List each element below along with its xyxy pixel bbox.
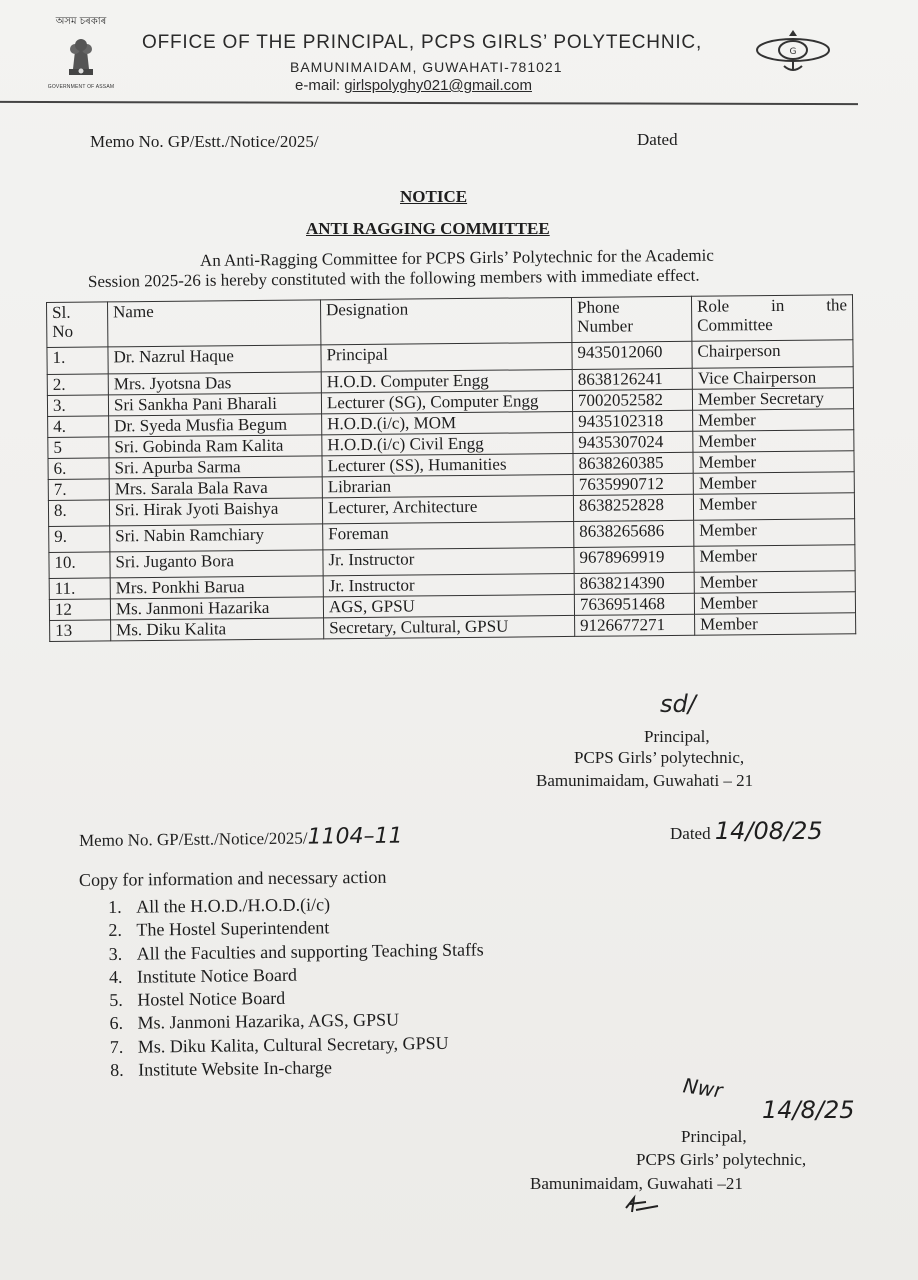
cell-name: Dr. Nazrul Haque (108, 345, 321, 374)
copy-item-text: All the H.O.D./H.O.D.(i/c) (136, 894, 331, 917)
institute-logo-icon (752, 26, 834, 78)
cell-phone: 7635990712 (573, 473, 693, 495)
polytechnic-logo (752, 26, 834, 83)
handwritten-initial-icon: Nwr (681, 1073, 725, 1103)
email-address: girlspolyghy021@gmail.com (344, 77, 532, 94)
header-phone: Phone Number (571, 296, 691, 342)
header-sl-no: Sl. No (47, 302, 108, 348)
signature2-institution: PCPS Girls’ polytechnic, (636, 1150, 807, 1169)
copy-item-number: 1. (108, 896, 122, 917)
memo2-handwritten-number: 1104–11 (307, 823, 403, 850)
cell-name: Ms. Janmoni Hazarika (110, 597, 323, 620)
cell-designation: Jr. Instructor (323, 547, 574, 575)
header-role: Role in the Committee (691, 295, 852, 342)
cell-sl: 12 (49, 599, 110, 621)
cell-name: Mrs. Ponkhi Barua (110, 576, 323, 599)
office-address: BAMUNIMAIDAM, GUWAHATI-781021 (290, 59, 563, 75)
cell-phone: 8638260385 (573, 452, 693, 474)
assam-emblem (40, 14, 122, 94)
lion-capital-icon (61, 33, 101, 79)
signature2-address: Bamunimaidam, Guwahati –21 (530, 1174, 743, 1193)
signature-mark: sd/ (660, 690, 696, 718)
cell-phone: 9678969919 (574, 546, 694, 573)
cell-name: Mrs. Sarala Bala Rava (109, 477, 322, 500)
copy-item-text: Hostel Notice Board (137, 988, 286, 1010)
cell-sl: 1. (47, 347, 108, 375)
table-header-row (47, 295, 853, 348)
cell-role: Chairperson (692, 340, 853, 369)
cell-phone: 7002052582 (572, 389, 692, 411)
email-label: e-mail: (295, 77, 345, 94)
notice-title: NOTICE (400, 187, 468, 206)
cell-sl: 3. (47, 395, 108, 417)
header-designation: Designation (320, 297, 571, 344)
copy-item-text: All the Faculties and supporting Teaching Staffs (136, 939, 484, 964)
cell-sl: 9. (49, 526, 110, 553)
cell-role: Member (694, 545, 855, 573)
cell-name: Ms. Diku Kalita (111, 618, 324, 641)
copy-list-item (110, 1031, 485, 1059)
copy-item-number: 8. (110, 1059, 124, 1081)
initial-date: 14/8/25 (762, 1096, 855, 1124)
memo2-number: Memo No. GP/Estt./Notice/2025/1104–11 (78, 823, 403, 850)
cell-phone: 9435012060 (572, 341, 692, 369)
cell-role: Member Secretary (692, 388, 853, 411)
cell-role: Member (693, 451, 854, 474)
cell-sl: 7. (48, 479, 109, 501)
cell-designation: Lecturer (SG), Computer Engg (321, 390, 572, 413)
cell-sl: 10. (49, 552, 110, 579)
copy-item-text: Institute Website In-charge (138, 1057, 333, 1080)
cell-role: Member (694, 519, 855, 547)
notice-intro-line1: An Anti-Ragging Committee for PCPS Girls’ Polytechnic for the Academic (199, 245, 714, 270)
cell-designation: Foreman (323, 521, 574, 549)
notice-intro-line2: Session 2025-26 is hereby constituted with the following members with immediate effect. (87, 265, 700, 291)
copy-heading: Copy for information and necessary action (78, 866, 387, 890)
memo-dated-label: Dated (637, 130, 678, 149)
cell-sl: 6. (48, 458, 109, 480)
svg-text:G: G (789, 47, 797, 57)
copy-item-number: 5. (109, 990, 123, 1011)
emblem-bottom-text: GOVERNMENT OF ASSAM (47, 84, 115, 90)
copy-item-text: Ms. Diku Kalita, Cultural Secretary, GPSU (137, 1032, 449, 1057)
cell-name: Sri. Juganto Bora (110, 550, 323, 578)
copy-item-number: 7. (109, 1036, 124, 1057)
header-divider (0, 101, 858, 105)
signature1-title: Principal, (644, 727, 710, 746)
notice-subtitle: ANTI RAGGING COMMITTEE (306, 219, 550, 238)
cell-phone: 9435307024 (573, 431, 693, 453)
cell-designation: AGS, GPSU (323, 594, 574, 617)
cell-name: Sri Sankha Pani Bharali (108, 393, 321, 416)
copy-list-item (110, 1054, 485, 1082)
cell-role: Member (693, 409, 854, 432)
cell-designation: Principal (321, 342, 572, 371)
cell-phone: 7636951468 (574, 593, 694, 615)
cell-role: Member (693, 430, 854, 453)
cell-designation: Secretary, Cultural, GPSU (324, 615, 575, 638)
memo2-dated: Dated 14/08/25 (670, 817, 823, 845)
cell-sl: 11. (49, 578, 110, 600)
cell-phone: 9126677271 (575, 614, 695, 636)
cell-phone: 8638214390 (574, 572, 694, 594)
cell-name: Sri. Nabin Ramchiary (110, 524, 323, 552)
cell-designation: H.O.D. Computer Engg (321, 369, 572, 392)
copy-item-text: Institute Notice Board (136, 964, 298, 987)
office-title: OFFICE OF THE PRINCIPAL, PCPS GIRLS’ POLYTECHNIC, (142, 32, 703, 53)
copy-item-number: 2. (108, 920, 123, 941)
cell-name: Sri. Gobinda Ram Kalita (109, 435, 322, 458)
copy-item-number: 3. (108, 943, 123, 964)
cell-role: Vice Chairperson (692, 367, 853, 390)
cell-sl: 13 (50, 620, 111, 642)
cell-phone: 8638265686 (574, 520, 694, 547)
cell-phone: 8638252828 (573, 494, 693, 521)
cell-role: Member (694, 571, 855, 594)
committee-table (46, 294, 856, 642)
cell-designation: H.O.D.(i/c), MOM (322, 411, 573, 434)
cell-role: Member (693, 493, 854, 521)
memo-number: Memo No. GP/Estt./Notice/2025/ (90, 132, 319, 151)
cell-sl: 4. (48, 416, 109, 438)
cell-name: Dr. Syeda Musfia Begum (109, 414, 322, 437)
cell-sl: 5 (48, 437, 109, 459)
emblem-top-text: অসম চৰকাৰ (55, 16, 107, 27)
cell-designation: Jr. Instructor (323, 573, 574, 596)
copy-item-text: Ms. Janmoni Hazarika, AGS, GPSU (137, 1009, 400, 1034)
cell-sl: 2. (47, 374, 108, 396)
signature2-title: Principal, (681, 1127, 747, 1146)
copy-item-text: The Hostel Superintendent (136, 917, 330, 940)
cell-sl: 8. (48, 500, 109, 527)
signature1-institution: PCPS Girls’ polytechnic, (574, 748, 745, 767)
cell-name: Sri. Hirak Jyoti Baishya (109, 498, 322, 526)
cell-designation: H.O.D.(i/c) Civil Engg (322, 432, 573, 455)
office-email (295, 77, 532, 94)
cell-role: Member (694, 592, 855, 615)
copy-item-number: 6. (109, 1013, 124, 1034)
cell-role: Member (695, 613, 856, 636)
memo2-handwritten-date: 14/08/25 (714, 817, 823, 845)
pen-scribble-icon (622, 1194, 662, 1216)
cell-name: Mrs. Jyotsna Das (108, 372, 321, 395)
cell-role: Member (693, 472, 854, 495)
header-name: Name (108, 300, 321, 347)
cell-name: Sri. Apurba Sarma (109, 456, 322, 479)
copy-list (108, 891, 485, 1082)
cell-designation: Lecturer, Architecture (322, 495, 573, 523)
copy-item-number: 4. (108, 966, 123, 987)
cell-designation: Librarian (322, 474, 573, 497)
signature1-address: Bamunimaidam, Guwahati – 21 (536, 771, 754, 790)
cell-designation: Lecturer (SS), Humanities (322, 453, 573, 476)
cell-phone: 9435102318 (573, 410, 693, 432)
cell-phone: 8638126241 (572, 368, 692, 390)
